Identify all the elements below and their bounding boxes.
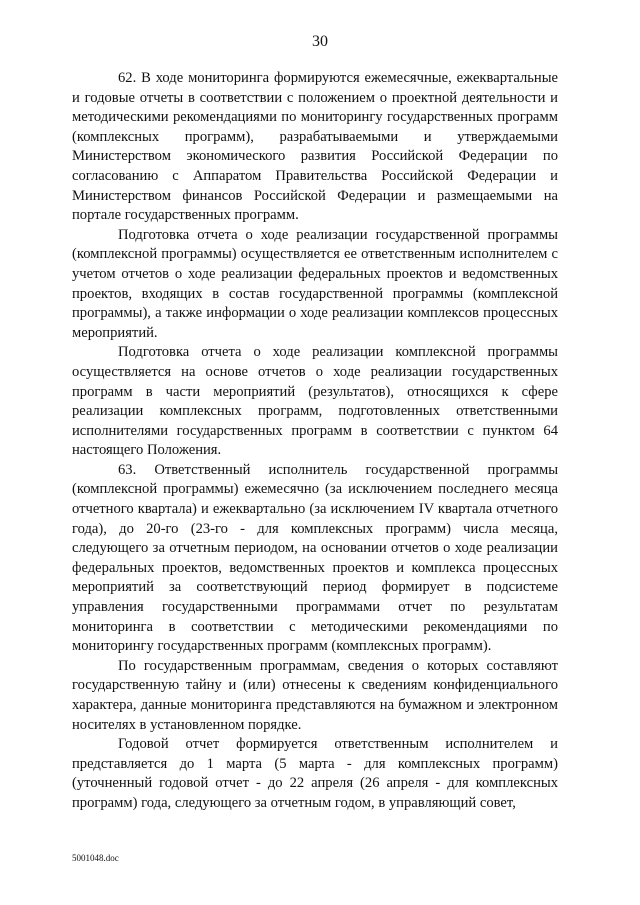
paragraph-state-secret: По государственным программам, сведения о которых составляют государственную тайну и (или) отнесены к сведениям конфиденциального характера, данные мониторинга представляются на бумажном и электронном носителях в установленном порядке. [72, 657, 558, 733]
paragraph-complex-report-preparation: Подготовка отчета о ходе реализации комплексной программы осуществляется на основе отчетов о ходе реализации государственных программ в части мероприятий (результатов), относящихся к сфере реализации комплексных программ, подготовленных ответственными исполнителями государственных программ в соответствии с пунктом 64 настоящего Положения. [72, 344, 558, 459]
paragraph-63: 63. Ответственный исполнитель государственной программы (комплексной программы) ежемесячно (за исключением последнего месяца отчетного квартала) и ежеквартально (за исключением IV квартала отчетного года), до 20-го (23-го - для комплексных программ) числа месяца, следующего за отчетным периодом, на основании отчетов о ходе реализации федеральных проектов, ведомственных проектов и комплекса процессных мероприятий за соответствующий период формирует в подсистеме управления государственными программами отчет по результатам мониторинга в соответствии с методическими рекомендациями по мониторингу государственных программ (комплексных программ). [72, 461, 558, 655]
paragraph-62: 62. В ходе мониторинга формируются ежемесячные, ежеквартальные и годовые отчеты в соответствии с положением о проектной деятельности и методическими рекомендациями по мониторингу государственных программ (комплексных программ), разрабатываемыми и утверждаемыми Министерством экономического развития Российской Федерации по согласованию с Аппаратом Правительства Российской Федерации и Министерством финансов Российской Федерации и размещаемыми на портале государственных программ. [72, 70, 558, 224]
footer-document-code: 5001048.doc [72, 853, 119, 863]
page-number: 30 [312, 33, 328, 50]
paragraph-annual-report: Годовой отчет формируется ответственным исполнителем и представляется до 1 марта (5 марта - для комплексных программ) (уточненный годовой отчет - до 22 апреля (26 апреля - для комплексных программ) года, следующего за отчетным годом, в управляющий совет, [72, 736, 558, 811]
document-body [72, 69, 558, 814]
paragraph-report-preparation: Подготовка отчета о ходе реализации государственной программы (комплексной программы) осуществляется ее ответственным исполнителем с учетом отчетов о ходе реализации федеральных проектов и ведомственных проектов, входящих в состав государственной программы (комплексной программы), а также информации о ходе реализации комплексов процессных мероприятий. [72, 226, 558, 341]
